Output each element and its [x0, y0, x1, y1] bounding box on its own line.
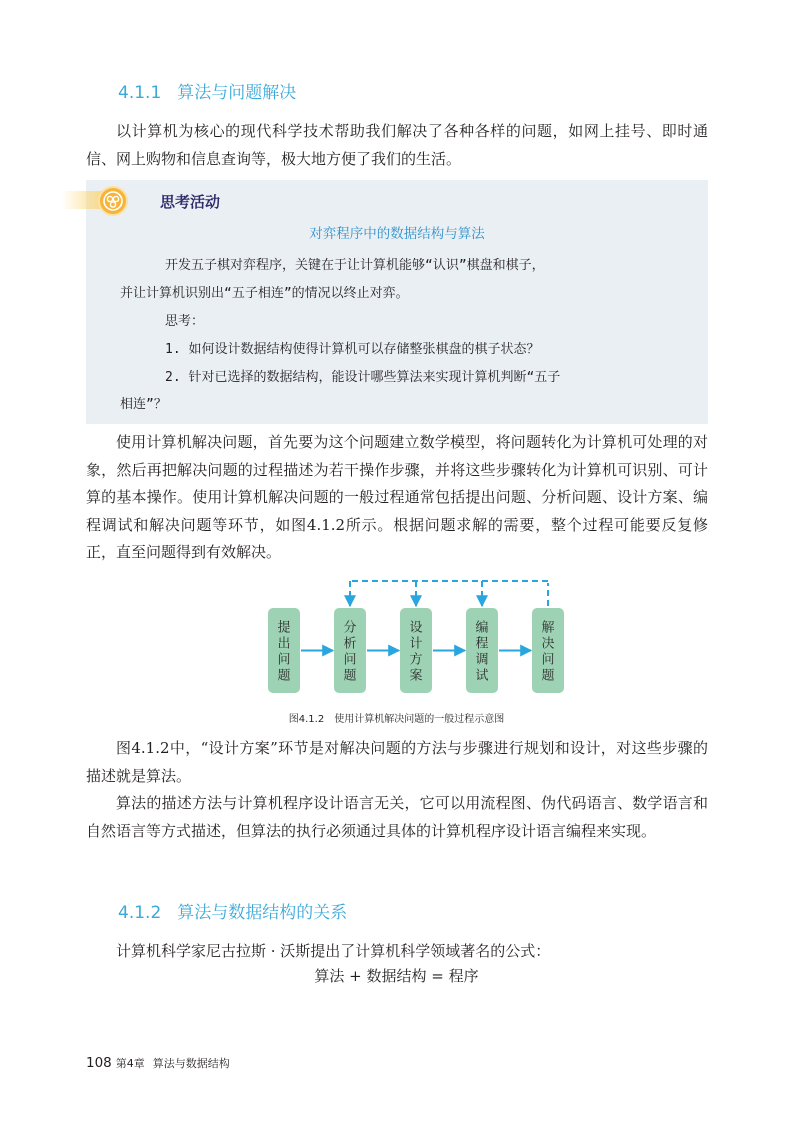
- paragraph-algorithm-description: 算法的描述方法与计算机程序设计语言无关，它可以用流程图、伪代码语言、数学语言和自然语言等方式描述，但算法的执行必须通过具体的计算机程序设计语言编程来实现。: [86, 794, 708, 840]
- process-step-char: 计: [409, 636, 423, 652]
- process-step-char: 题: [541, 668, 555, 684]
- process-step-char: 案: [409, 668, 423, 684]
- activity-line: 并让计算机识别出“五子相连”的情况以终止对弈。: [120, 286, 409, 301]
- process-step-char: 析: [343, 636, 357, 652]
- process-step-char: 编: [475, 620, 489, 636]
- process-step-box: [334, 608, 366, 693]
- activity-label: 思考活动: [160, 193, 221, 211]
- section-number: 4.1.2: [118, 903, 162, 923]
- process-step-char: 试: [475, 668, 489, 684]
- activity-title: 对弈程序中的数据结构与算法: [309, 226, 485, 242]
- section-title: 算法与问题解决: [177, 83, 297, 103]
- activity-line: 2. 针对已选择的数据结构，能设计哪些算法来实现计算机判断“五子: [165, 370, 561, 385]
- figure-caption: 图4.1.2 使用计算机解决问题的一般过程示意图: [288, 714, 505, 725]
- paragraph-wirth-formula: 计算机科学家尼古拉斯 · 沃斯提出了计算机科学领域著名的公式：: [116, 942, 551, 960]
- activity-line: 开发五子棋对弈程序，关键在于让计算机能够“认识”棋盘和棋子，: [165, 258, 545, 273]
- section-title: 算法与数据结构的关系: [177, 903, 348, 923]
- process-step-box: [268, 608, 300, 693]
- paragraph-problem-solving: 使用计算机解决问题，首先要为这个问题建立数学模型，将问题转化为计算机可处理的对象，然后再把解决问题的过程描述为若干操作步骤，并将这些步骤转化为计算机可识别、可计算的基本操作。使用计算机解决问题的一般过程通常包括提出问题、分析问题、设计方案、编程调试和解决问题等环节，如图4.1.2所示。根据问题求解的需要，整个过程可能要反复修正，直至问题得到有效解决。: [86, 433, 708, 561]
- activity-line: 思考：: [165, 314, 205, 329]
- section-heading-4-1-2: [118, 898, 347, 923]
- process-step-char: 方: [409, 652, 423, 668]
- process-step-char: 题: [343, 668, 357, 684]
- process-step-box: [466, 608, 498, 693]
- page-number: 108: [86, 1055, 112, 1071]
- page-footer: [86, 1055, 230, 1071]
- process-step-char: 问: [277, 652, 291, 668]
- process-step-char: 提: [277, 620, 291, 636]
- section-number: 4.1.1: [118, 83, 162, 103]
- chapter-title: 算法与数据结构: [152, 1057, 230, 1070]
- process-step-char: 设: [409, 620, 423, 636]
- process-step-char: 出: [277, 636, 291, 652]
- process-step-char: 分: [343, 620, 357, 636]
- process-step-box: [400, 608, 432, 693]
- process-step-char: 问: [541, 652, 555, 668]
- formula: 算法 + 数据结构 = 程序: [314, 967, 479, 985]
- process-step-char: 解: [541, 620, 555, 636]
- process-step-char: 决: [541, 636, 555, 652]
- chapter-label: 第4章: [115, 1057, 145, 1070]
- process-step-char: 程: [475, 636, 489, 652]
- intro-paragraph: 以计算机为核心的现代科学技术帮助我们解决了各种各样的问题，如网上挂号、即时通信、网上购物和信息查询等，极大地方便了我们的生活。: [86, 122, 708, 168]
- process-step-char: 调: [475, 652, 489, 668]
- process-step-char: 题: [277, 668, 291, 684]
- activity-line: 1. 如何设计数据结构使得计算机可以存储整张棋盘的棋子状态？: [165, 342, 540, 357]
- process-step-box: [532, 608, 564, 693]
- paragraph-design-step: 图4.1.2中，“设计方案”环节是对解决问题的方法与步骤进行规划和设计，对这些步骤的描述就是算法。: [86, 739, 708, 785]
- activity-line: 相连”？: [120, 397, 167, 412]
- process-step-char: 问: [343, 652, 357, 668]
